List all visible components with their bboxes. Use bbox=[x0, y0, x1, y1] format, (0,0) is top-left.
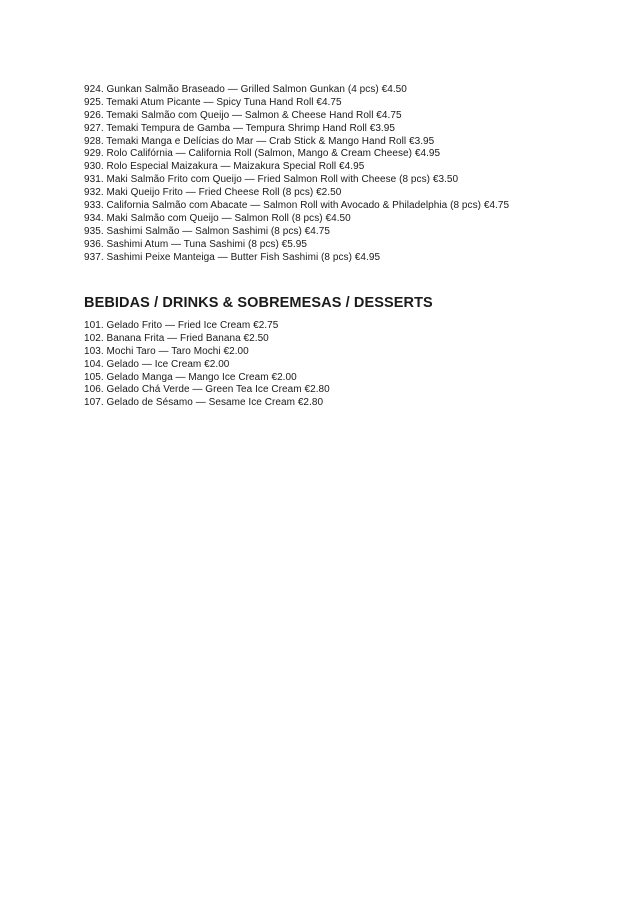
menu-item: 926. Temaki Salmão com Queijo — Salmon & Cheese Hand Roll €4.75 bbox=[84, 109, 402, 121]
section-heading: BEBIDAS / DRINKS & SOBREMESAS / DESSERTS bbox=[84, 295, 433, 311]
menu-item: 934. Maki Salmão com Queijo — Salmon Roll (8 pcs) €4.50 bbox=[84, 212, 351, 224]
menu-item: 937. Sashimi Peixe Manteiga — Butter Fish Sashimi (8 pcs) €4.95 bbox=[84, 251, 381, 263]
menu-item: 105. Gelado Manga — Mango Ice Cream €2.00 bbox=[84, 371, 297, 383]
menu-item: 925. Temaki Atum Picante — Spicy Tuna Hand Roll €4.75 bbox=[84, 96, 342, 108]
menu-item: 935. Sashimi Salmão — Salmon Sashimi (8 pcs) €4.75 bbox=[84, 225, 330, 237]
menu-item: 102. Banana Frita — Fried Banana €2.50 bbox=[84, 332, 269, 344]
menu-item: 104. Gelado — Ice Cream €2.00 bbox=[84, 358, 230, 370]
menu-item: 936. Sashimi Atum — Tuna Sashimi (8 pcs) €5.95 bbox=[84, 238, 307, 250]
menu-item: 106. Gelado Chá Verde — Green Tea Ice Cream €2.80 bbox=[84, 384, 330, 396]
menu-item: 101. Gelado Frito — Fried Ice Cream €2.75 bbox=[84, 320, 279, 331]
menu-item: 931. Maki Salmão Frito com Queijo — Fried Salmon Roll with Cheese (8 pcs) €3.50 bbox=[84, 174, 459, 186]
menu-item: 932. Maki Queijo Frito — Fried Cheese Roll (8 pcs) €2.50 bbox=[84, 187, 342, 199]
menu-item: 929. Rolo Califórnia — California Roll (Salmon, Mango & Cream Cheese) €4.95 bbox=[84, 148, 441, 160]
drinks-desserts-list bbox=[84, 320, 330, 410]
sushi-menu-list bbox=[84, 84, 509, 264]
menu-item: 933. California Salmão com Abacate — Salmon Roll with Avocado & Philadelphia (8 pcs) €4.75 bbox=[84, 200, 510, 212]
menu-item: 927. Temaki Tempura de Gamba — Tempura Shrimp Hand Roll €3.95 bbox=[84, 122, 395, 134]
menu-item: 928. Temaki Manga e Delícias do Mar — Crab Stick & Mango Hand Roll €3.95 bbox=[84, 135, 435, 147]
menu-item: 107. Gelado de Sésamo — Sesame Ice Cream €2.80 bbox=[84, 397, 324, 409]
menu-item: 103. Mochi Taro — Taro Mochi €2.00 bbox=[84, 345, 249, 357]
menu-item: 924. Gunkan Salmão Braseado — Grilled Salmon Gunkan (4 pcs) €4.50 bbox=[84, 84, 407, 95]
menu-item: 930. Rolo Especial Maizakura — Maizakura Special Roll €4.95 bbox=[84, 161, 365, 173]
